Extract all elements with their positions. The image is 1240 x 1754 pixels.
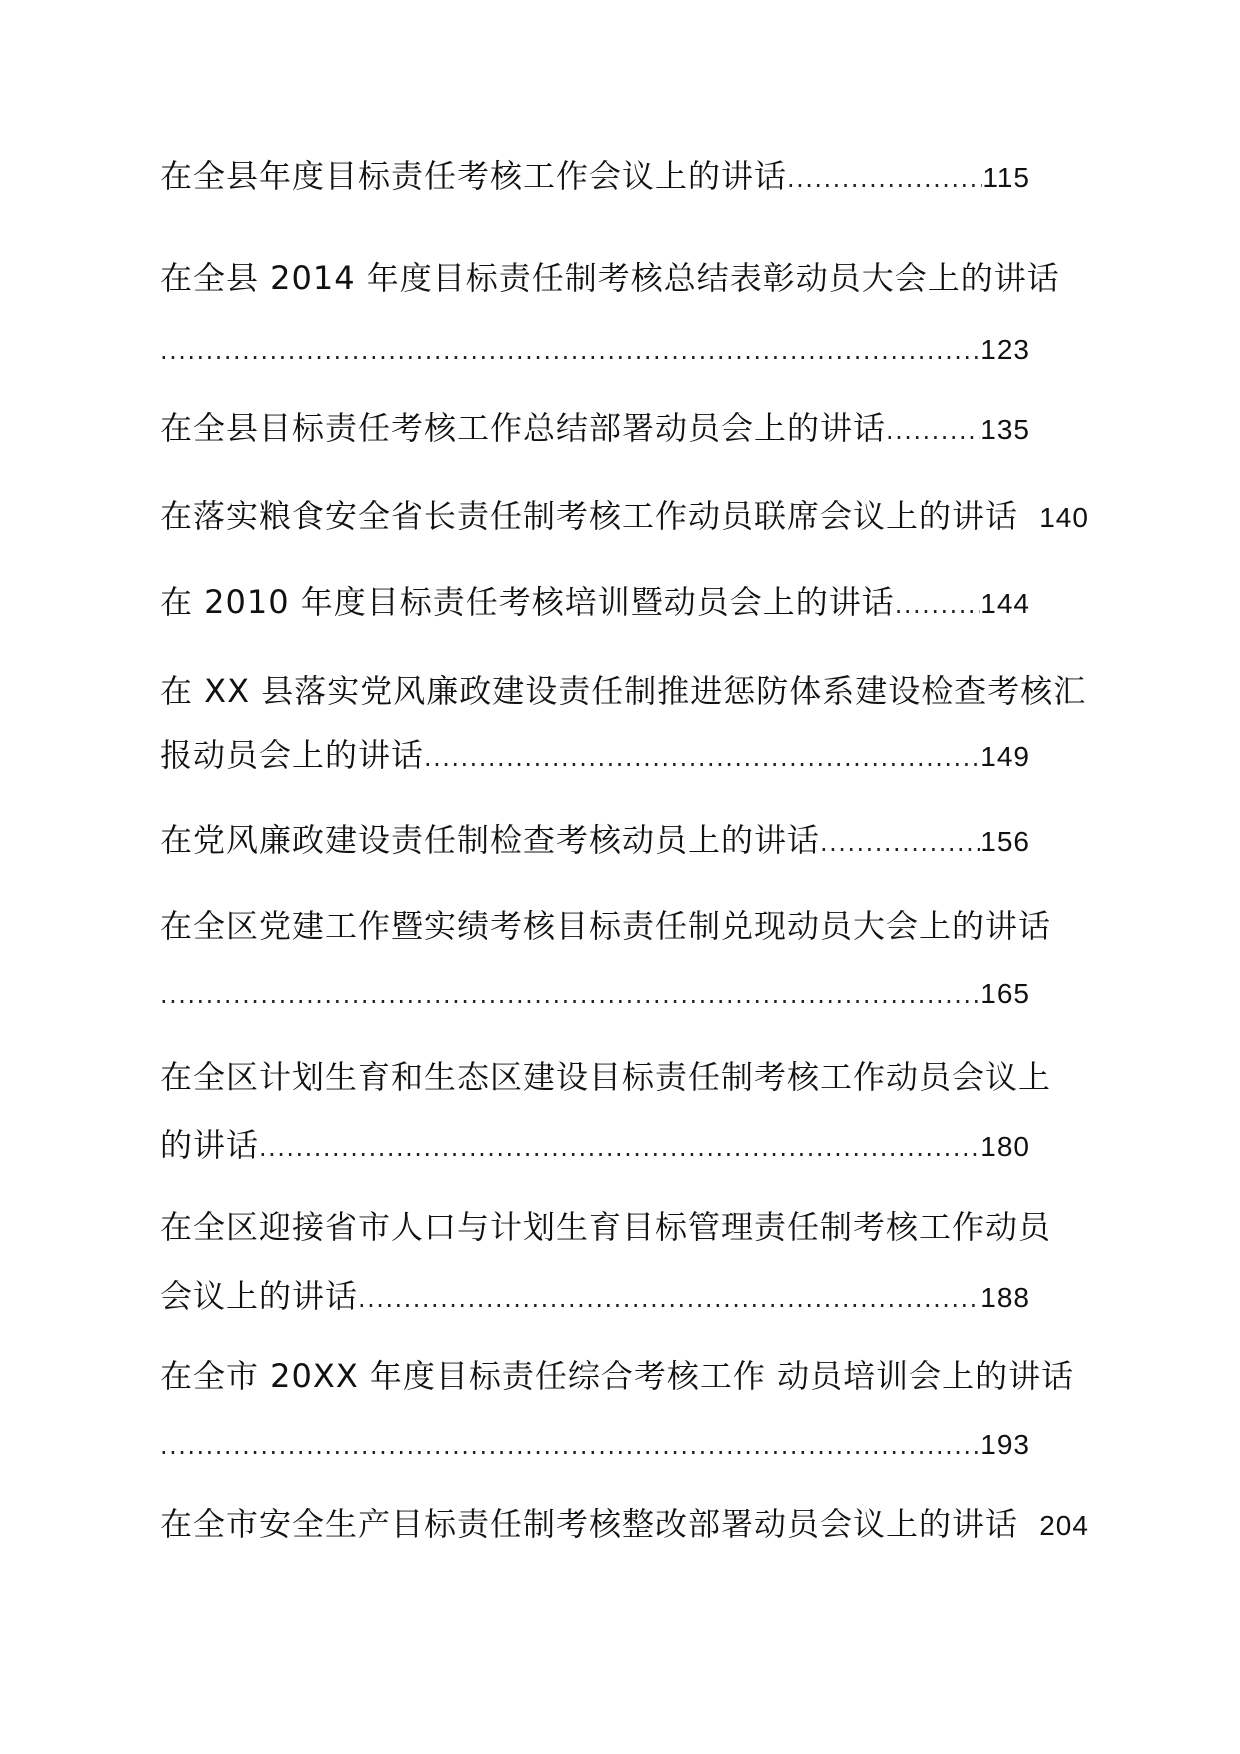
dot-leader bbox=[787, 152, 982, 203]
toc-entry-title: 在全区党建工作暨实绩考核目标责任制兑现动员大会上的讲话 bbox=[160, 907, 1052, 945]
toc-entry-page: 188 bbox=[980, 1282, 1030, 1313]
toc-entry-title: 在 2010 年度目标责任考核培训暨动员会上的讲话 bbox=[160, 583, 895, 621]
toc-entry[interactable] bbox=[160, 1497, 1100, 1551]
toc-entry-title: 会议上的讲话 bbox=[160, 1277, 359, 1315]
toc-entry-title: 在党风廉政建设责任制检查考核动员上的讲话 bbox=[160, 821, 821, 859]
toc-entry-continuation bbox=[160, 728, 1100, 782]
dot-leader bbox=[160, 324, 980, 377]
toc-entry-page: 165 bbox=[980, 978, 1030, 1009]
toc-entry-continuation bbox=[160, 967, 1100, 1021]
table-of-contents bbox=[160, 0, 1100, 1754]
dot-leader bbox=[160, 968, 980, 1021]
dot-leader bbox=[895, 578, 980, 629]
toc-entry-title: 的讲话 bbox=[160, 1126, 260, 1164]
toc-entry[interactable] bbox=[160, 899, 1100, 953]
dot-leader bbox=[886, 404, 980, 455]
dot-leader bbox=[820, 816, 980, 867]
toc-entry-continuation bbox=[160, 1269, 1100, 1323]
toc-entry-title: 在全县 2014 年度目标责任制考核总结表彰动员大会上的讲话 bbox=[160, 259, 1060, 297]
toc-entry-page: 115 bbox=[982, 162, 1030, 193]
toc-entry-page: 193 bbox=[980, 1429, 1030, 1460]
toc-entry[interactable] bbox=[160, 1050, 1100, 1104]
toc-entry-page: 204 bbox=[1039, 1510, 1089, 1541]
toc-entry-title: 在全市 20XX 年度目标责任综合考核工作 动员培训会上的讲话 bbox=[160, 1357, 1075, 1395]
toc-entry-continuation bbox=[160, 1418, 1100, 1472]
dot-leader bbox=[160, 1419, 980, 1472]
toc-entry-title: 在落实粮食安全省长责任制考核工作动员联席会议上的讲话 bbox=[160, 497, 1019, 535]
toc-entry-title: 在 XX 县落实党风廉政建设责任制推进惩防体系建设检查考核汇 bbox=[160, 672, 1087, 710]
toc-entry-continuation bbox=[160, 323, 1100, 377]
toc-entry[interactable] bbox=[160, 575, 1100, 629]
toc-entry-title: 在全县年度目标责任考核工作会议上的讲话 bbox=[160, 157, 788, 195]
dot-leader bbox=[424, 731, 980, 782]
toc-entry[interactable] bbox=[160, 251, 1100, 305]
toc-entry-page: 123 bbox=[980, 334, 1030, 365]
toc-entry[interactable] bbox=[160, 489, 1100, 543]
toc-entry[interactable] bbox=[160, 813, 1100, 867]
dot-leader bbox=[358, 1272, 980, 1323]
toc-entry-continuation bbox=[160, 1118, 1100, 1172]
toc-entry[interactable] bbox=[160, 664, 1100, 718]
toc-entry[interactable] bbox=[160, 149, 1100, 203]
toc-entry-page: 180 bbox=[980, 1131, 1030, 1162]
toc-entry[interactable] bbox=[160, 401, 1100, 455]
toc-entry-page: 156 bbox=[980, 826, 1030, 857]
dot-leader bbox=[259, 1121, 980, 1172]
toc-entry-page: 144 bbox=[980, 588, 1030, 619]
toc-entry-title: 在全市安全生产目标责任制考核整改部署动员会议上的讲话 bbox=[160, 1505, 1019, 1543]
toc-entry-page: 140 bbox=[1039, 502, 1089, 533]
toc-entry-title: 报动员会上的讲话 bbox=[160, 736, 425, 774]
toc-entry-title: 在全县目标责任考核工作总结部署动员会上的讲话 bbox=[160, 409, 887, 447]
toc-entry-title: 在全区迎接省市人口与计划生育目标管理责任制考核工作动员 bbox=[160, 1208, 1052, 1246]
toc-entry-page: 135 bbox=[980, 414, 1030, 445]
toc-entry-page: 149 bbox=[980, 741, 1030, 772]
toc-entry[interactable] bbox=[160, 1349, 1100, 1403]
toc-entry-title: 在全区计划生育和生态区建设目标责任制考核工作动员会议上 bbox=[160, 1058, 1052, 1096]
toc-entry[interactable] bbox=[160, 1200, 1100, 1254]
